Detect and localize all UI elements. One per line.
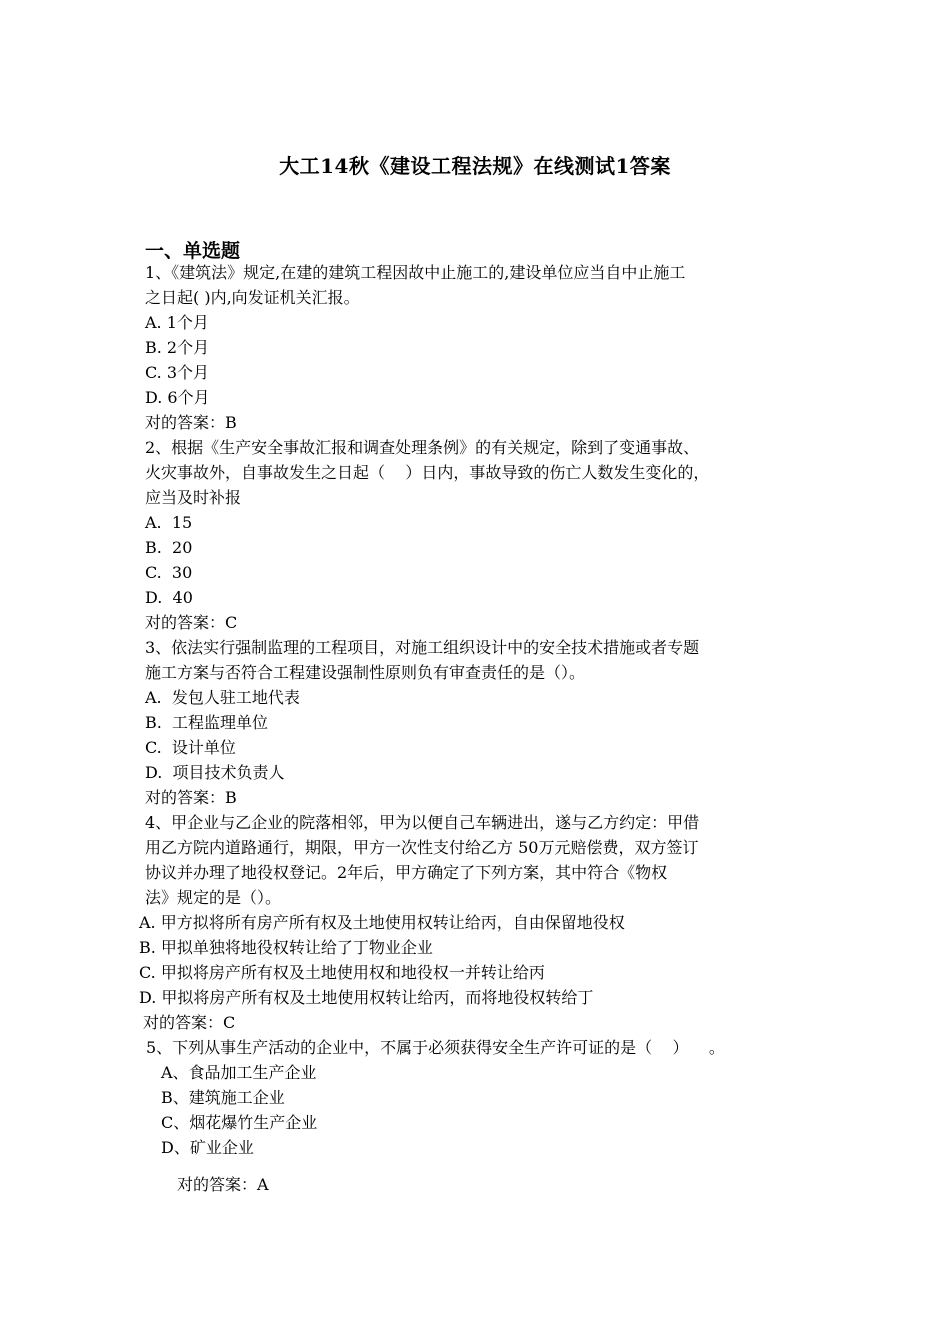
question-2-option-d: D. 40 xyxy=(145,588,193,607)
question-4-option-a: A. 甲方拟将所有房产所有权及土地使用权转让给丙，自由保留地役权 xyxy=(139,913,625,932)
question-4-line-4: 法》规定的是（）。 xyxy=(145,888,282,907)
question-2-option-a: A. 15 xyxy=(145,513,193,532)
question-5-option-c: C、烟花爆竹生产企业 xyxy=(161,1113,318,1132)
question-3-option-a: A. 发包人驻工地代表 xyxy=(145,688,300,707)
document-title: 大工14秋《建设工程法规》在线测试1答案 xyxy=(279,154,671,178)
question-list xyxy=(139,260,815,1197)
question-1-option-d: D. 6个月 xyxy=(145,388,210,407)
question-4-line-3: 协议并办理了地役权登记。2年后，甲方确定了下列方案，其中符合《物权 xyxy=(145,863,668,882)
question-4-line-2: 用乙方院内道路通行，期限，甲方一次性支付给乙方 50万元赔偿费，双方签订 xyxy=(145,838,699,857)
question-5-option-a: A、食品加工生产企业 xyxy=(161,1063,317,1082)
question-1-option-c: C. 3个月 xyxy=(145,363,210,382)
question-2-line-1: 2、根据《生产安全事故汇报和调查处理条例》的有关规定，除到了变通事故、 xyxy=(145,438,700,457)
question-1-line-1: 1、《建筑法》规定,在建的建筑工程因故中止施工的,建设单位应当自中止施工 xyxy=(145,263,686,282)
question-1-option-b: B. 2个月 xyxy=(145,338,210,357)
question-3-line-1: 3、依法实行强制监理的工程项目，对施工组织设计中的安全技术措施或者专题 xyxy=(145,638,700,657)
question-4-option-d: D. 甲拟将房产所有权及土地使用权转让给丙，而将地役权转给丁 xyxy=(139,988,594,1007)
question-5-option-b: B、建筑施工企业 xyxy=(161,1088,285,1107)
question-3-option-b: B. 工程监理单位 xyxy=(145,713,269,732)
question-2-option-b: B. 20 xyxy=(145,538,193,557)
question-4-line-1: 4、甲企业与乙企业的院落相邻，甲为以便自己车辆进出，遂与乙方约定：甲借 xyxy=(145,813,700,832)
question-3-option-d: D. 项目技术负责人 xyxy=(145,763,285,782)
question-4-answer: 对的答案：C xyxy=(143,1013,236,1032)
question-5-answer: 对的答案：A xyxy=(177,1175,269,1194)
question-2-answer: 对的答案：C xyxy=(145,613,238,632)
question-2-line-3: 应当及时补报 xyxy=(145,488,242,507)
question-3-line-2: 施工方案与否符合工程建设强制性原则负有审查责任的是（）。 xyxy=(145,663,586,682)
question-2-line-2: 火灾事故外，自事故发生之日起（ ）日内，事故导致的伤亡人数发生变化的， xyxy=(145,463,710,482)
question-4-option-c: C. 甲拟将房产所有权及土地使用权和地役权一并转让给丙 xyxy=(139,963,545,982)
question-2-option-c: C. 30 xyxy=(145,563,193,582)
section-heading: 一、单选题 xyxy=(145,240,241,262)
question-3-option-c: C. 设计单位 xyxy=(145,738,236,757)
question-4-option-b: B. 甲拟单独将地役权转让给了丁物业企业 xyxy=(139,938,433,957)
question-1-answer: 对的答案：B xyxy=(145,413,237,432)
question-1-option-a: A. 1个月 xyxy=(145,313,209,332)
question-3-answer: 对的答案：B xyxy=(145,788,237,807)
question-5-line-1: 5、下列从事生产活动的企业中，不属于必须获得安全生产许可证的是（ ） 。 xyxy=(146,1038,725,1057)
question-5-option-d: D、矿业企业 xyxy=(161,1138,254,1157)
question-1-line-2: 之日起( )内,向发证机关汇报。 xyxy=(145,288,360,307)
